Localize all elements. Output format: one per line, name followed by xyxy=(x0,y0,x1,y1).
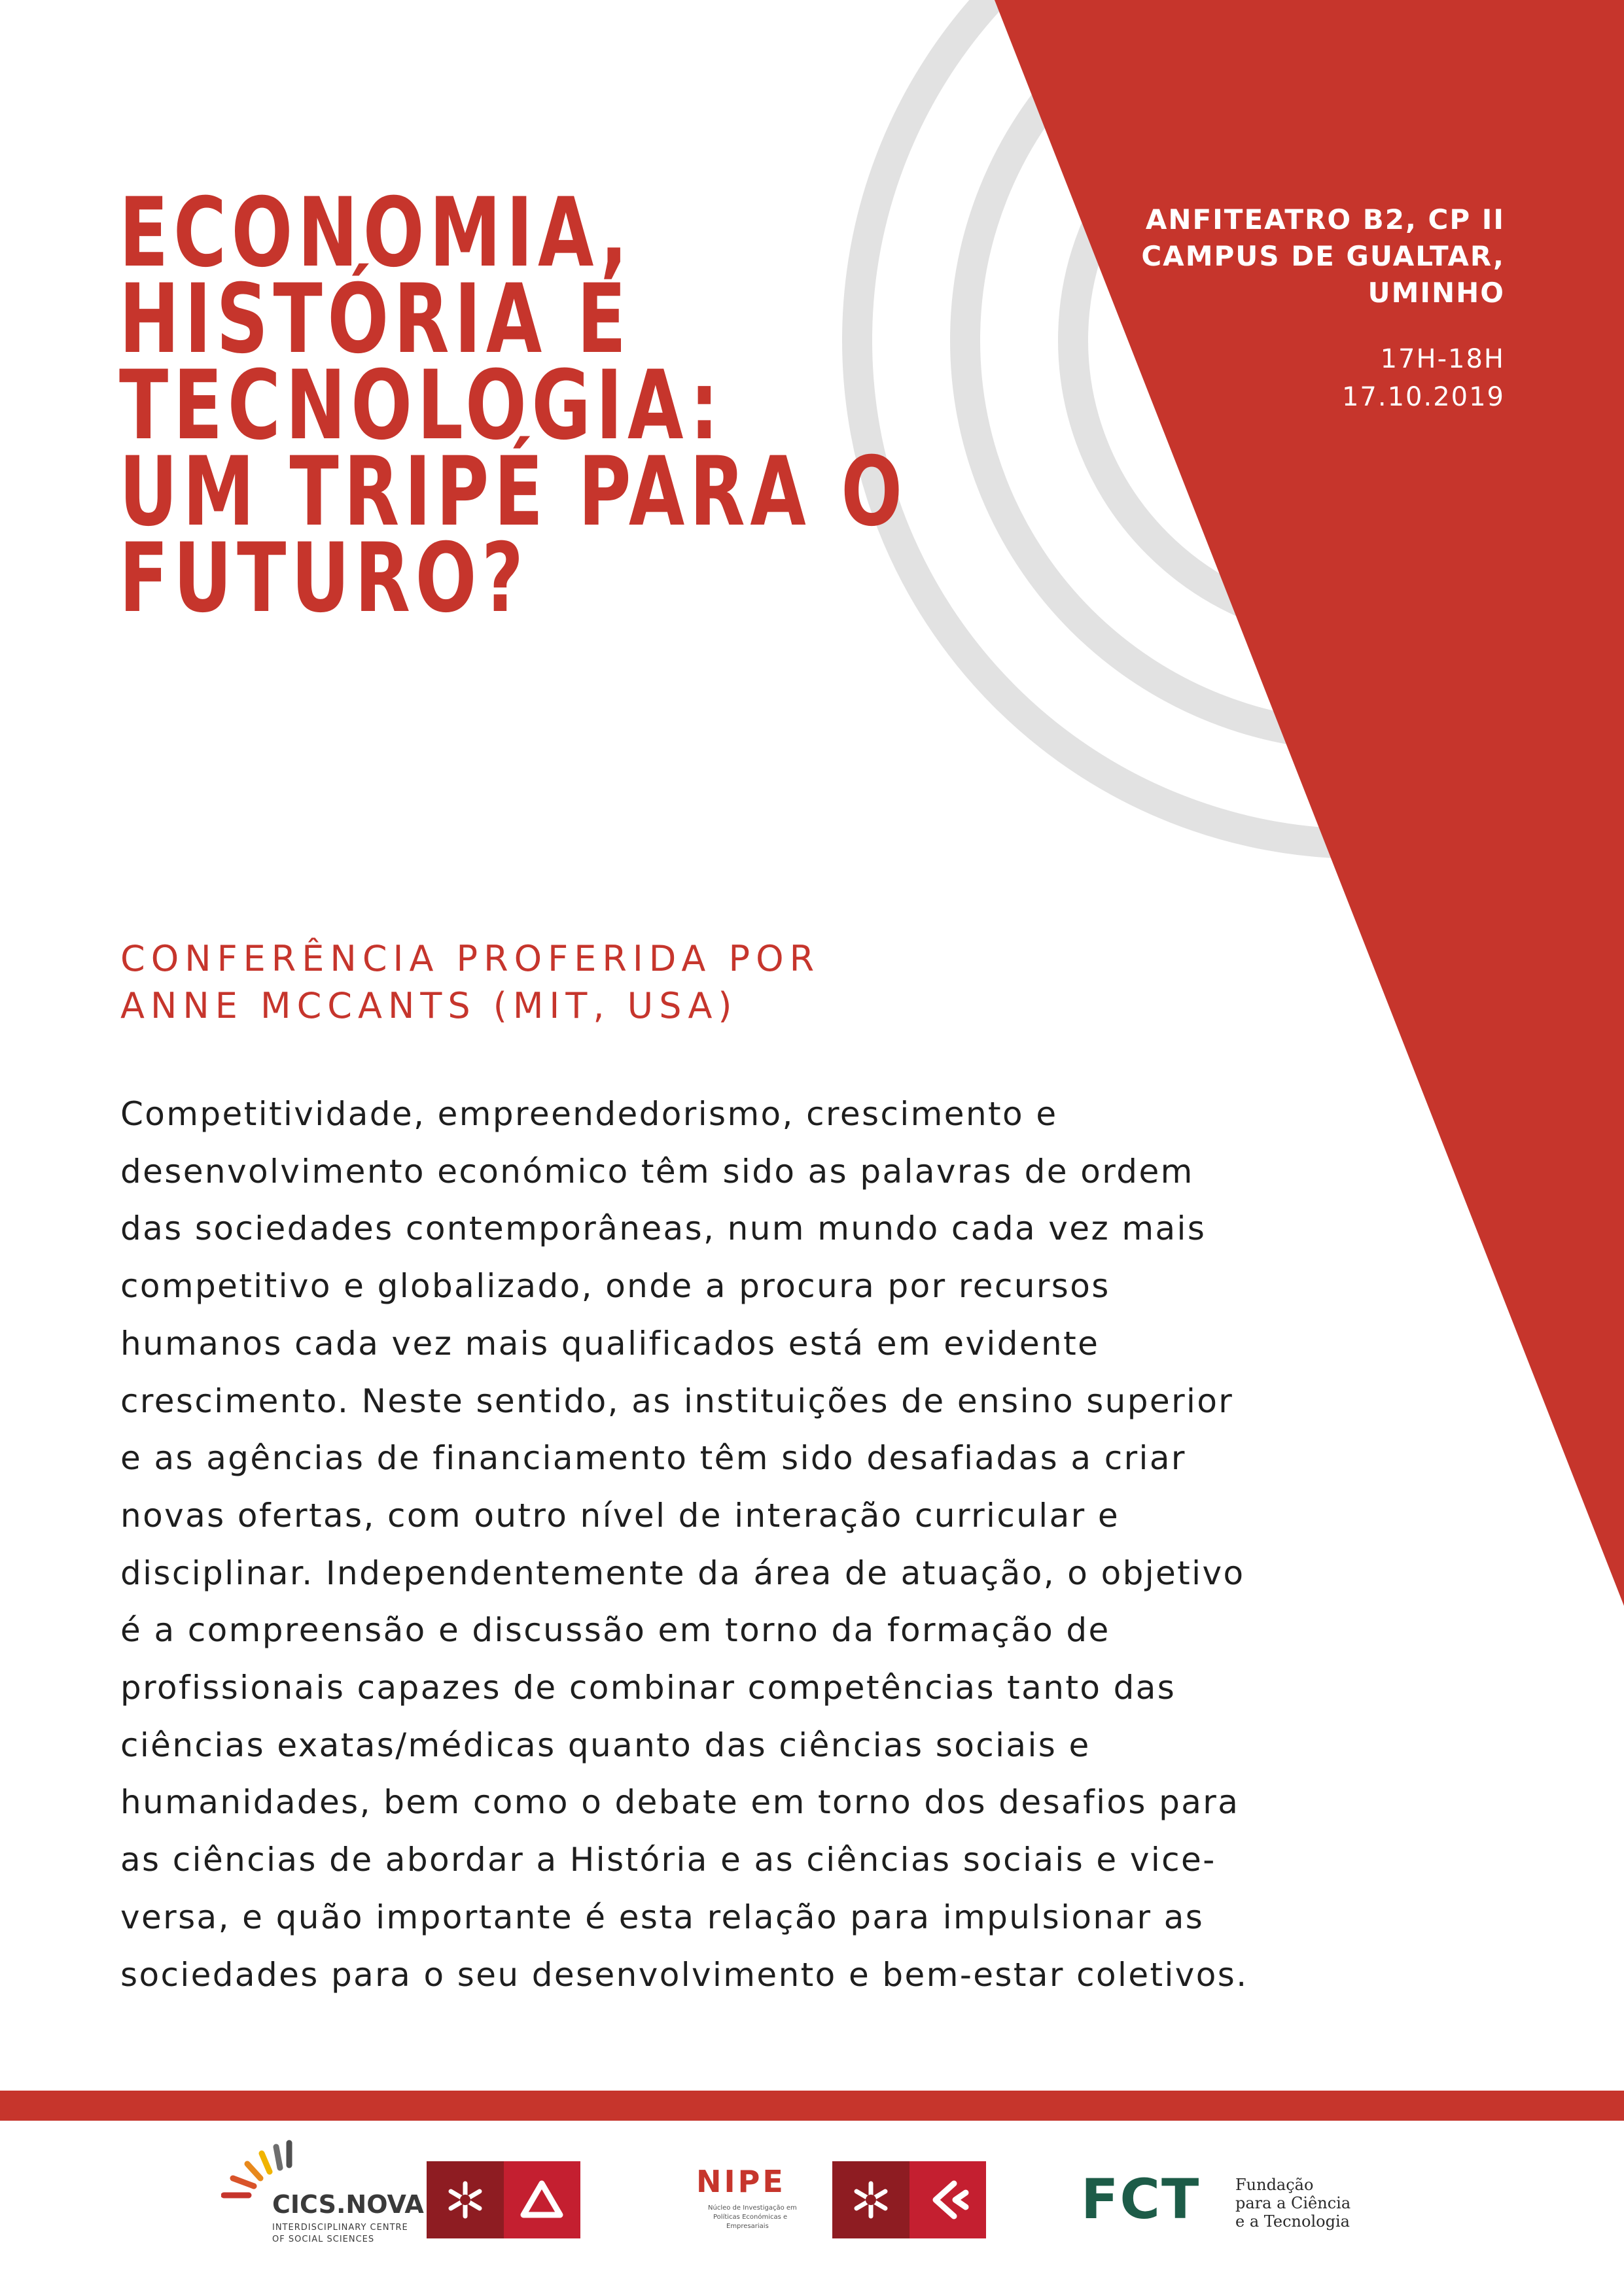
body-line: profissionais capazes de combinar competências tanto das xyxy=(120,1669,1176,1707)
event-time: 17H-18H xyxy=(1380,344,1505,374)
title-line: TECNOLOGIA: xyxy=(119,350,724,461)
body-text xyxy=(120,1086,1455,2004)
cics-nova-name: CICS.NOVA xyxy=(272,2190,424,2219)
venue-line: ANFITEATRO B2, CP II xyxy=(1145,203,1505,235)
nipe-name: NIPE xyxy=(696,2164,786,2199)
body-line: disciplinar. Independentemente da área de atuação, o objetivo xyxy=(120,1554,1245,1592)
subtitle-line: CONFERÊNCIA PROFERIDA POR xyxy=(120,938,821,979)
body-line: é a compreensão e discussão em torno da formação de xyxy=(120,1611,1110,1650)
subtitle-line: ANNE MCCANTS (MIT, USA) xyxy=(120,985,738,1026)
title-line: ECONOMIA, xyxy=(119,177,633,288)
cics-nova-tagline: OF SOCIAL SCIENCES xyxy=(272,2235,375,2244)
body-line: humanos cada vez mais qualificados está em evidente xyxy=(120,1324,1100,1363)
body-line: das sociedades contemporâneas, num mundo cada vez mais xyxy=(120,1209,1207,1248)
body-line: e as agências de financiamento têm sido desafiadas a criar xyxy=(120,1439,1186,1478)
fct-logo xyxy=(1081,2166,1356,2238)
title-line: FUTURO? xyxy=(119,523,529,634)
fct-acronym: FCT xyxy=(1081,2167,1201,2231)
nipe-logo xyxy=(694,2164,811,2236)
body-line: sociedades para o seu desenvolvimento e bem-estar coletivos. xyxy=(120,1955,1248,1994)
venue-block xyxy=(1047,201,1505,311)
title-line: HISTÓRIA E xyxy=(119,264,631,375)
footer-bar xyxy=(0,2091,1624,2121)
body-line: humanidades, bem como o debate em torno dos desafios para xyxy=(120,1783,1240,1822)
fct-name-line: Fundação xyxy=(1235,2176,1314,2194)
fct-name-line: para a Ciência xyxy=(1235,2194,1351,2212)
body-line: crescimento. Neste sentido, as instituições de ensino superior xyxy=(120,1382,1234,1420)
title-line: UM TRIPÉ PARA O xyxy=(119,436,908,548)
body-line: desenvolvimento económico têm sido as palavras de ordem xyxy=(120,1152,1194,1191)
venue-line: UMINHO xyxy=(1368,277,1505,309)
nipe-tagline: Empresariais xyxy=(726,2223,769,2230)
cics-nova-logo xyxy=(221,2138,424,2249)
venue-line: CAMPUS DE GUALTAR, xyxy=(1141,240,1505,272)
body-line: as ciências de abordar a História e as ciências sociais e vice- xyxy=(120,1841,1216,1879)
body-line: versa, e quão importante é esta relação para impulsionar as xyxy=(120,1898,1205,1936)
body-line: competitivo e globalizado, onde a procura por recursos xyxy=(120,1267,1110,1306)
nipe-tagline: Políticas Económicas e xyxy=(713,2214,788,2221)
body-line: ciências exatas/médicas quanto das ciências sociais e xyxy=(120,1726,1091,1764)
speaker-subtitle xyxy=(120,935,820,1030)
cics-nova-tagline: INTERDISCIPLINARY CENTRE xyxy=(272,2223,408,2233)
nipe-tagline: Núcleo de Investigação em xyxy=(708,2204,797,2212)
event-date: 17.10.2019 xyxy=(1341,382,1505,412)
page-title xyxy=(119,177,908,634)
fct-name-line: e a Tecnologia xyxy=(1235,2212,1350,2231)
body-line: novas ofertas, com outro nível de interação curricular e xyxy=(120,1496,1120,1535)
schedule-block xyxy=(1112,340,1505,416)
uminho-school-logo xyxy=(427,2161,580,2238)
uminho-eeg-logo xyxy=(832,2161,986,2238)
body-line: Competitividade, empreendedorismo, crescimento e xyxy=(120,1095,1058,1133)
